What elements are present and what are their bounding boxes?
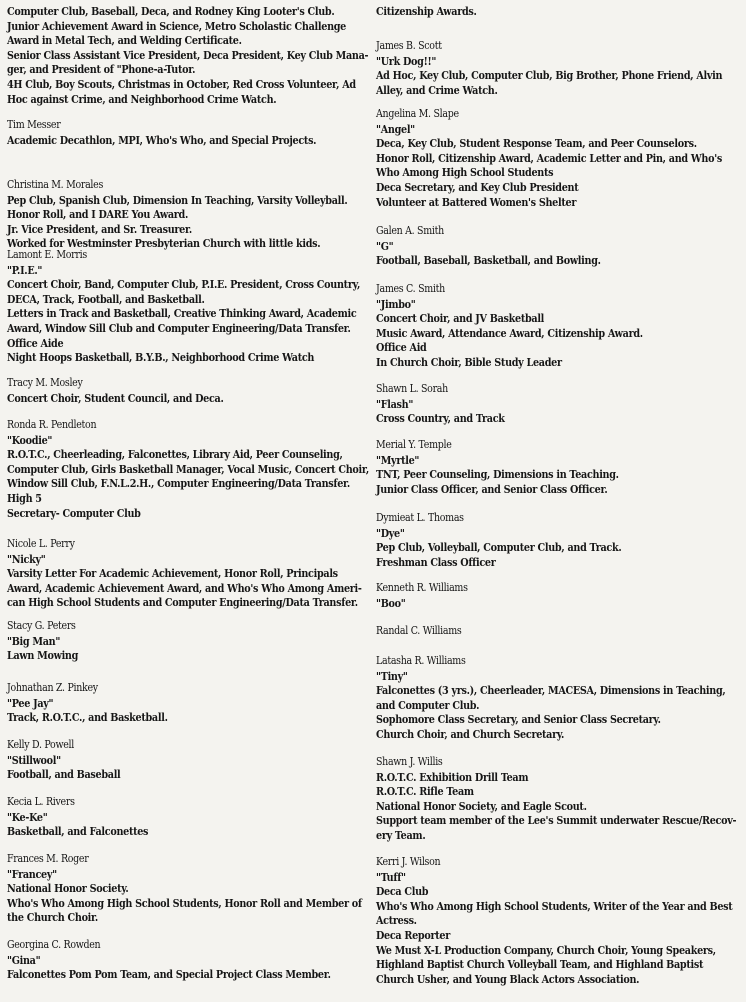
entry-line: "Pee Jay": [7, 695, 54, 710]
student-name: James B. Scott: [376, 39, 442, 52]
entry-line: "G": [376, 238, 394, 253]
entry-line: Varsity Letter For Academic Achievement, Honor Roll, Principals: [7, 566, 338, 581]
student-name: Kerri J. Wilson: [376, 855, 441, 868]
entry-line: "Gina": [7, 952, 41, 967]
entry-line: can High School Students and Computer Engineering/Data Transfer.: [7, 595, 358, 610]
entry-line: Deca Club: [376, 884, 429, 899]
entry-line: Football, Baseball, Basketball, and Bowling.: [376, 253, 601, 268]
entry-line: Sophomore Class Secretary, and Senior Class Secretary.: [376, 712, 661, 727]
entry-line: Track, R.O.T.C., and Basketball.: [7, 710, 168, 725]
entry-line: Deca, Key Club, Student Response Team, and Peer Counselors.: [376, 136, 697, 151]
student-name: Shawn J. Willis: [376, 755, 443, 768]
entry-line: Basketball, and Falconettes: [7, 824, 149, 839]
student-entry: [376, 855, 746, 986]
entry-line: R.O.T.C., Cheerleading, Falconettes, Library Aid, Peer Counseling,: [7, 447, 343, 462]
entry-line: Computer Club, Baseball, Deca, and Rodney King Looter's Club.: [7, 4, 335, 18]
student-entry: [7, 738, 139, 782]
entry-line: Worked for Westminster Presbyterian Church with little kids.: [7, 236, 321, 251]
student-name: Latasha R. Williams: [376, 654, 466, 667]
entry-line: R.O.T.C. Rifle Team: [376, 784, 474, 799]
entry-line: Who Among High School Students: [376, 165, 554, 180]
student-entry: [376, 755, 746, 843]
entry-line: Deca Secretary, and Key Club President: [376, 179, 579, 194]
entry-line: ery Team.: [376, 827, 426, 842]
entry-line: Honor Roll, Citizenship Award, Academic Letter and Pin, and Who's: [376, 150, 722, 165]
entry-line: Falconettes Pom Pom Team, and Special Project Class Member.: [7, 967, 331, 982]
entry-line: Hoc against Crime, and Neighborhood Crime Watch.: [7, 91, 277, 106]
entry-line: Award in Metal Tech, and Welding Certificate.: [7, 33, 242, 48]
student-entry: [376, 438, 658, 496]
entry-line: "Big Man": [7, 633, 61, 648]
entry-line: Honor Roll, and I DARE You Award.: [7, 207, 189, 222]
student-entry: [7, 938, 383, 982]
student-name: Kenneth R. Williams: [376, 581, 468, 594]
entry-line: "Stillwool": [7, 752, 61, 767]
student-name: Kecia L. Rivers: [7, 795, 75, 808]
student-name: Christina M. Morales: [7, 178, 104, 191]
student-entry: [7, 178, 403, 251]
entry-line: "Tuff": [376, 869, 406, 884]
entry-line: National Honor Society, and Eagle Scout.: [376, 798, 587, 813]
student-name: Frances M. Roger: [7, 852, 89, 865]
student-entry: [7, 248, 417, 365]
student-name: Georgina C. Rowden: [7, 938, 101, 951]
entry-line: "Jimbo": [376, 296, 416, 311]
entry-line: "Koodie": [7, 432, 53, 447]
entry-line: Actress.: [376, 913, 417, 928]
entry-line: Secretary- Computer Club: [7, 505, 141, 520]
entry-line: Concert Choir, Student Council, and Deca.: [7, 390, 224, 405]
student-entry: [376, 624, 475, 639]
student-name: Nicole L. Perry: [7, 537, 75, 550]
entry-line: "Ke-Ke": [7, 809, 48, 824]
student-name: Tim Messer: [7, 118, 61, 131]
entry-line: Letters in Track and Basketball, Creative Thinking Award, Academic: [7, 306, 357, 321]
entry-line: Deca Reporter: [376, 927, 450, 942]
entry-line: Falconettes (3 yrs.), Cheerleader, MACESA, Dimensions in Teaching,: [376, 683, 726, 698]
entry-line: "Flash": [376, 396, 414, 411]
entry-line: Computer Club, Girls Basketball Manager, Vocal Music, Concert Choir,: [7, 461, 369, 476]
student-entry: [376, 39, 746, 97]
entry-line: Office Aid: [376, 340, 427, 355]
entry-line: Music Award, Attendance Award, Citizenship Award.: [376, 325, 643, 340]
entry-line: Jr. Vice President, and Sr. Treasurer.: [7, 221, 192, 236]
entry-line: "Myrtle": [376, 452, 420, 467]
student-entry: [376, 581, 483, 610]
entry-line: R.O.T.C. Exhibition Drill Team: [376, 769, 529, 784]
entry-line: "Francey": [7, 866, 57, 881]
entry-line: Award, Academic Achievement Award, and Who's Who Among Ameri-: [7, 580, 362, 595]
entry-line: Junior Class Officer, and Senior Class Officer.: [376, 481, 608, 496]
student-entry: [7, 852, 419, 925]
entry-line: 4H Club, Boy Scouts, Christmas in October, Red Cross Volunteer, Ad: [7, 76, 356, 91]
student-name: Lamont E. Morris: [7, 248, 87, 261]
entry-line: Freshman Class Officer: [376, 554, 496, 569]
entry-line: Award, Window Sill Club and Computer Engineering/Data Transfer.: [7, 320, 351, 335]
entry-line: Highland Baptist Church Volleyball Team, and Highland Baptist: [376, 957, 704, 972]
student-entry: [7, 795, 171, 839]
entry-line: "Boo": [376, 595, 406, 610]
student-name: Stacy G. Peters: [7, 619, 76, 632]
student-name: Randal C. Williams: [376, 624, 462, 637]
entry-line: Junior Achievement Award in Science, Metro Scholastic Challenge: [7, 18, 347, 33]
entry-line: Football, and Baseball: [7, 767, 121, 782]
entry-line: Concert Choir, Band, Computer Club, P.I.E. President, Cross Country,: [7, 277, 361, 292]
entry-line: Lawn Mowing: [7, 648, 79, 663]
entry-line: "Nicky": [7, 551, 46, 566]
student-entry: [376, 224, 637, 268]
entry-line: Academic Decathlon, MPI, Who's Who, and Special Projects.: [7, 132, 317, 147]
student-entry: [376, 107, 746, 209]
entry-line: Church Usher, and Young Black Actors Association.: [376, 971, 640, 986]
continued-entry: [376, 4, 493, 19]
student-name: Kelly D. Powell: [7, 738, 74, 751]
student-entry: [376, 654, 746, 742]
entry-line: Cross Country, and Track: [376, 411, 505, 426]
entry-line: Alley, and Crime Watch.: [376, 82, 498, 97]
entry-line: In Church Choir, Bible Study Leader: [376, 354, 562, 369]
entry-line: Who's Who Among High School Students, Writer of the Year and Best: [376, 898, 733, 913]
entry-line: Senior Class Assistant Vice President, Deca President, Key Club Mana-: [7, 47, 369, 62]
entry-line: High 5: [7, 490, 42, 505]
student-name: Tracy M. Mosley: [7, 376, 83, 389]
entry-line: Ad Hoc, Key Club, Computer Club, Big Brother, Phone Friend, Alvin: [376, 68, 723, 83]
student-entry: [7, 619, 90, 663]
student-entry: [7, 376, 259, 405]
entry-line: "Urk Dog!!": [376, 53, 437, 68]
entry-line: DECA, Track, Football, and Basketball.: [7, 291, 205, 306]
entry-line: Citizenship Awards.: [376, 4, 477, 18]
entry-line: Window Sill Club, F.N.L.2.H., Computer Engineering/Data Transfer.: [7, 476, 350, 491]
entry-line: Support team member of the Lee's Summit underwater Rescue/Recov-: [376, 813, 737, 828]
entry-line: Pep Club, Volleyball, Computer Club, and Track.: [376, 540, 622, 555]
entry-line: Church Choir, and Church Secretary.: [376, 726, 565, 741]
continued-entry: [7, 4, 427, 106]
entry-line: Office Aide: [7, 335, 64, 350]
entry-line: "P.I.E.": [7, 262, 43, 277]
entry-line: "Tiny": [376, 668, 408, 683]
entry-line: Concert Choir, and JV Basketball: [376, 311, 545, 326]
student-name: Dymieat L. Thomas: [376, 511, 464, 524]
student-entry: [7, 537, 419, 610]
entry-line: and Computer Club.: [376, 697, 480, 712]
student-name: Shawn L. Sorah: [376, 382, 448, 395]
entry-line: ger, and President of "Phone-a-Tutor.: [7, 62, 196, 77]
student-entry: [7, 418, 428, 520]
student-name: Angelina M. Slape: [376, 107, 459, 120]
student-entry: [7, 118, 367, 147]
student-entry: [376, 382, 526, 426]
student-entry: [7, 681, 194, 725]
student-name: Galen A. Smith: [376, 224, 444, 237]
student-name: Johnathan Z. Pinkey: [7, 681, 98, 694]
entry-line: the Church Choir.: [7, 910, 98, 925]
entry-line: Volunteer at Battered Women's Shelter: [376, 194, 577, 209]
student-entry: [376, 511, 661, 569]
entry-line: National Honor Society.: [7, 881, 129, 896]
entry-line: We Must X-L Production Company, Church Choir, Young Speakers,: [376, 942, 716, 957]
entry-line: "Angel": [376, 121, 415, 136]
student-name: Merial Y. Temple: [376, 438, 452, 451]
entry-line: Pep Club, Spanish Club, Dimension In Teaching, Varsity Volleyball.: [7, 192, 348, 207]
entry-line: Who's Who Among High School Students, Honor Roll and Member of: [7, 895, 362, 910]
student-name: James C. Smith: [376, 282, 445, 295]
student-name: Ronda R. Pendleton: [7, 418, 97, 431]
student-entry: [376, 282, 686, 370]
entry-line: "Dye": [376, 525, 405, 540]
entry-line: TNT, Peer Counseling, Dimensions in Teaching.: [376, 467, 619, 482]
entry-line: Night Hoops Basketball, B.Y.B., Neighborhood Crime Watch: [7, 350, 315, 365]
